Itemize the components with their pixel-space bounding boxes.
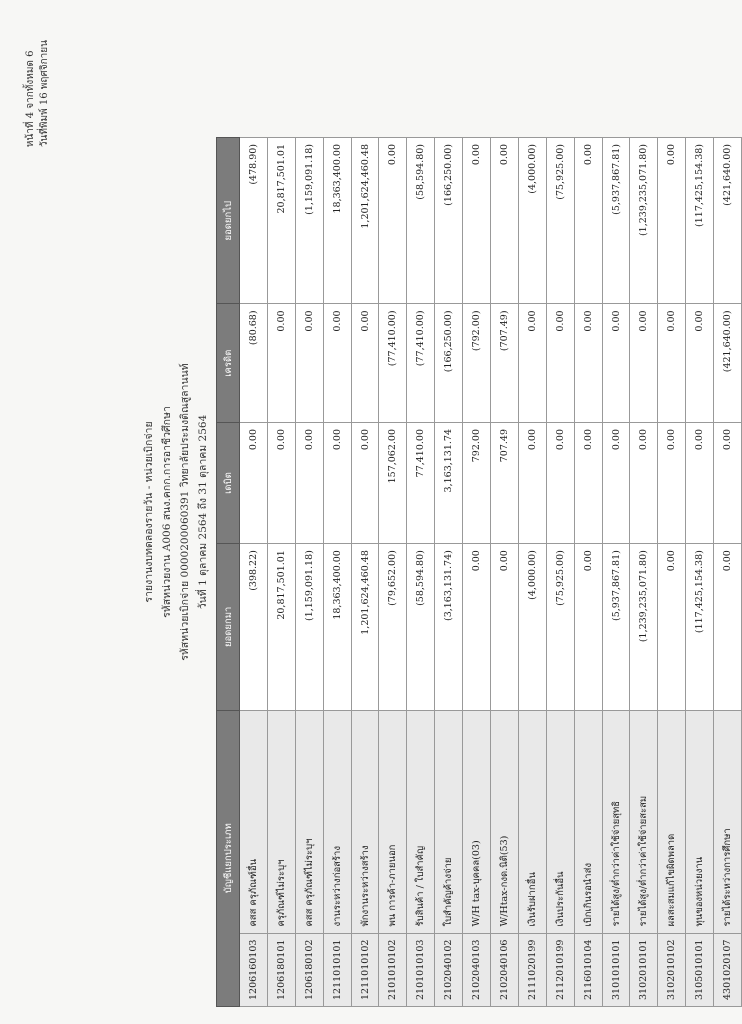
carried-forward-value: 0.00 [574, 138, 602, 304]
carried-forward-value: 18,363,400.00 [323, 138, 351, 304]
account-code: 3102010101 [630, 933, 658, 1006]
debit-value: 0.00 [240, 422, 268, 543]
account-code: 1211010102 [351, 933, 379, 1006]
account-code: 1206180101 [267, 933, 295, 1006]
credit-value: 0.00 [351, 304, 379, 423]
account-name: รายได้สูง/ต่ำกว่าค่าใช้จ่ายสะสม [630, 710, 658, 933]
debit-value: 0.00 [351, 422, 379, 543]
brought-forward-value: 0.00 [574, 544, 602, 710]
header-debit: เดบิต [217, 422, 240, 543]
account-name: รายได้ระหว่างการศึกษา [714, 710, 742, 933]
table-row [602, 138, 630, 1007]
account-name: W/H tax-บุคคล(03) [463, 710, 491, 933]
report-title: รายงานงบทดลองรายวัน - หน่วยเบิกจ่าย [143, 421, 155, 603]
carried-forward-value: (421,640.00) [714, 138, 742, 304]
table-row [714, 138, 742, 1007]
credit-value: 0.00 [602, 304, 630, 423]
account-code: 2102040102 [435, 933, 463, 1006]
account-name: เงินประกันอื่น [546, 710, 574, 933]
account-name: คสส ครุภัณฑ์อื่น [240, 710, 268, 933]
account-name: พน การค้า-ภายนอก [379, 710, 407, 933]
brought-forward-value: (1,239,235,071.80) [630, 544, 658, 710]
credit-value: 0.00 [295, 304, 323, 423]
brought-forward-value: (398.22) [240, 544, 268, 710]
account-code: 2101010102 [379, 933, 407, 1006]
account-name: คสส ครุภัณฑ์ไม่ระบุฯ [295, 710, 323, 933]
account-code: 4301020107 [714, 933, 742, 1006]
account-code: 3105010101 [686, 933, 714, 1006]
table-row [658, 138, 686, 1007]
agency-line: รหัสหน่วยงาน A006 สนง.คกก.การอาชีวศึกษา [161, 406, 173, 618]
account-name: W/Htax-กงด.นิติ(53) [491, 710, 519, 933]
carried-forward-value: 0.00 [379, 138, 407, 304]
credit-value: 0.00 [546, 304, 574, 423]
debit-value: 0.00 [267, 422, 295, 543]
carried-forward-value: 0.00 [463, 138, 491, 304]
brought-forward-value: (58,594.80) [407, 544, 435, 710]
account-name: ใบสำคัญค้างจ่าย [435, 710, 463, 933]
carried-forward-value: 0.00 [491, 138, 519, 304]
table-body [240, 138, 742, 1007]
carried-forward-value: (5,937,867.81) [602, 138, 630, 304]
brought-forward-value: (1,159,091.18) [295, 544, 323, 710]
debit-value: 0.00 [323, 422, 351, 543]
credit-value: (77,410.00) [407, 304, 435, 423]
carried-forward-value: (117,425,154.38) [686, 138, 714, 304]
brought-forward-value: (4,000.00) [518, 544, 546, 710]
account-code: 1211010101 [323, 933, 351, 1006]
credit-value: (166,250.00) [435, 304, 463, 423]
account-code: 3102010102 [658, 933, 686, 1006]
debit-value: 0.00 [574, 422, 602, 543]
account-code: 2111020199 [518, 933, 546, 1006]
brought-forward-value: 0.00 [463, 544, 491, 710]
carried-forward-value: (4,000.00) [518, 138, 546, 304]
brought-forward-value: (3,163,131.74) [435, 544, 463, 710]
carried-forward-value: 0.00 [658, 138, 686, 304]
table-row [574, 138, 602, 1007]
debit-value: 157,062.00 [379, 422, 407, 543]
credit-value: 0.00 [686, 304, 714, 423]
credit-value: 0.00 [630, 304, 658, 423]
account-code: 2102040103 [463, 933, 491, 1006]
carried-forward-value: (478.90) [240, 138, 268, 304]
disbursing-unit-line: รหัสหน่วยเบิกจ่าย 0000200060391 วิทยาลัยประมงติณสูลานนท์ [179, 363, 191, 661]
account-name: รายได้สูง/ต่ำกว่าค่าใช้จ่ายสุทธิ [602, 710, 630, 933]
account-name: รับสินค้า / ใบสำคัญ [407, 710, 435, 933]
credit-value: 0.00 [574, 304, 602, 423]
table-row [491, 138, 519, 1007]
brought-forward-value: (117,425,154.38) [686, 544, 714, 710]
report-period: วันที่ 1 ตุลาคม 2564 ถึง 31 ตุลาคม 2564 [197, 414, 209, 610]
account-code: 1206160103 [240, 933, 268, 1006]
table-row [518, 138, 546, 1007]
table-row [323, 138, 351, 1007]
debit-value: 0.00 [686, 422, 714, 543]
account-code: 2102040106 [491, 933, 519, 1006]
brought-forward-value: (75,925.00) [546, 544, 574, 710]
credit-value: 0.00 [658, 304, 686, 423]
account-name: ผลสะสมแก้ไขผิดพลาด [658, 710, 686, 933]
debit-value: 792.00 [463, 422, 491, 543]
brought-forward-value: (5,937,867.81) [602, 544, 630, 710]
brought-forward-value: 18,363,400.00 [323, 544, 351, 710]
table-row [435, 138, 463, 1007]
table-row [686, 138, 714, 1007]
debit-value: 707.49 [491, 422, 519, 543]
credit-value: (77,410.00) [379, 304, 407, 423]
trial-balance-table [216, 137, 742, 1007]
print-date: วันที่พิมพ์ 16 พฤศจิกายน [39, 40, 50, 148]
table-row [546, 138, 574, 1007]
carried-forward-value: (58,594.80) [407, 138, 435, 304]
header-brought-forward: ยอดยกมา [217, 544, 240, 710]
debit-value: 0.00 [658, 422, 686, 543]
account-name: ทุนของหน่วยงาน [686, 710, 714, 933]
account-name: เงินรับฝากอื่น [518, 710, 546, 933]
brought-forward-value: 1,201,624,460.48 [351, 544, 379, 710]
brought-forward-value: 0.00 [491, 544, 519, 710]
header-account: บัญชีแยกประเภท [217, 710, 240, 1006]
page-info [24, 40, 52, 147]
account-code: 1206180102 [295, 933, 323, 1006]
credit-value: (707.49) [491, 304, 519, 423]
carried-forward-value: (1,239,235,071.80) [630, 138, 658, 304]
debit-value: 3,163,131.74 [435, 422, 463, 543]
carried-forward-value: 1,201,624,460.48 [351, 138, 379, 304]
carried-forward-value: (1,159,091.18) [295, 138, 323, 304]
credit-value: (421,640.00) [714, 304, 742, 423]
account-code: 2101010103 [407, 933, 435, 1006]
table-row [379, 138, 407, 1007]
header-credit: เครดิต [217, 304, 240, 423]
account-code: 2116010104 [574, 933, 602, 1006]
account-code: 2112010199 [546, 933, 574, 1006]
debit-value: 0.00 [295, 422, 323, 543]
brought-forward-value: 0.00 [658, 544, 686, 710]
debit-value: 0.00 [546, 422, 574, 543]
carried-forward-value: 20,817,501.01 [267, 138, 295, 304]
account-name: พักงานระหว่างสร้าง [351, 710, 379, 933]
account-code: 3101010101 [602, 933, 630, 1006]
page-number: หน้าที่ 4 จากทั้งหมด 6 [25, 50, 36, 148]
carried-forward-value: (75,925.00) [546, 138, 574, 304]
table-row [463, 138, 491, 1007]
brought-forward-value: 20,817,501.01 [267, 544, 295, 710]
account-name: งานระหว่างก่อสร้าง [323, 710, 351, 933]
table-header-row [217, 138, 240, 1007]
debit-value: 0.00 [518, 422, 546, 543]
debit-value: 77,410.00 [407, 422, 435, 543]
header-carried-forward: ยอดยกไป [217, 138, 240, 304]
credit-value: 0.00 [323, 304, 351, 423]
debit-value: 0.00 [714, 422, 742, 543]
credit-value: 0.00 [267, 304, 295, 423]
brought-forward-value: (79,652.00) [379, 544, 407, 710]
debit-value: 0.00 [630, 422, 658, 543]
credit-value: (80.68) [240, 304, 268, 423]
credit-value: 0.00 [518, 304, 546, 423]
debit-value: 0.00 [602, 422, 630, 543]
table-row [240, 138, 268, 1007]
table-row [351, 138, 379, 1007]
credit-value: (792.00) [463, 304, 491, 423]
carried-forward-value: (166,250.00) [435, 138, 463, 304]
brought-forward-value: 0.00 [714, 544, 742, 710]
table-row [295, 138, 323, 1007]
table-row [267, 138, 295, 1007]
account-name: ครุภัณฑ์ไม่ระบุฯ [267, 710, 295, 933]
table-row [407, 138, 435, 1007]
table-row [630, 138, 658, 1007]
account-name: เบิกเกินรอนำส่ง [574, 710, 602, 933]
